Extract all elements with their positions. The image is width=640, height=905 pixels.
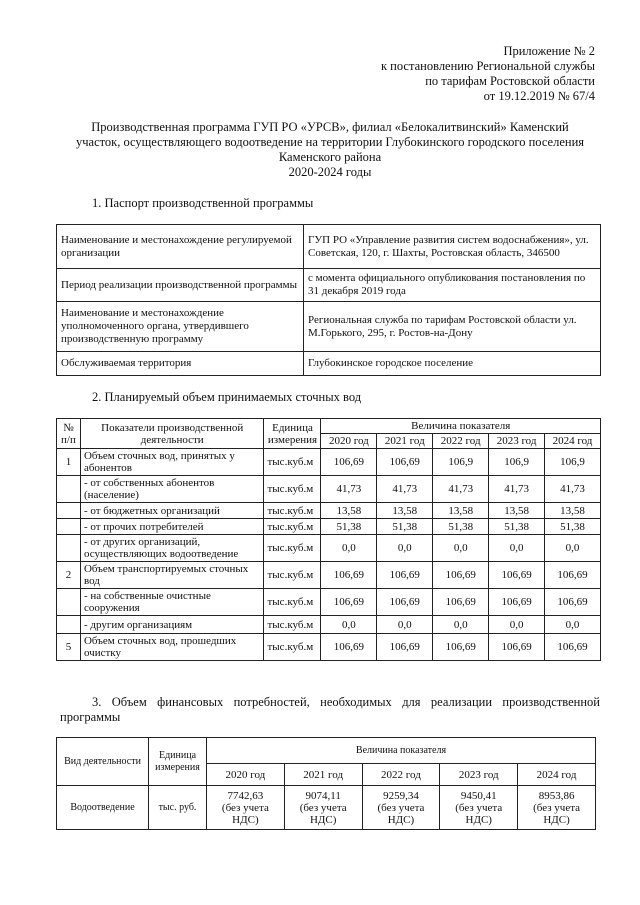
table-row — [57, 562, 601, 589]
value-cell: 51,38 — [545, 519, 601, 535]
unit-cell: тыс.куб.м — [264, 562, 321, 589]
value-cell — [207, 786, 285, 830]
value-cell: 106,69 — [377, 449, 433, 476]
value-cell: 106,69 — [321, 589, 377, 616]
table-row — [57, 535, 601, 562]
annex-header — [381, 44, 595, 104]
value-cell: 106,9 — [545, 449, 601, 476]
unit-cell: тыс.куб.м — [264, 476, 321, 503]
value-cell — [440, 786, 518, 830]
row-number — [57, 616, 81, 634]
indicator-name: - другим организациям — [80, 616, 264, 634]
unit-cell: тыс.куб.м — [264, 616, 321, 634]
vat-note: (без учета НДС) — [299, 801, 347, 826]
value-cell: 106,69 — [545, 589, 601, 616]
indicator-name: Объем сточных вод, прошедших очистку — [80, 634, 264, 661]
annex-line: по тарифам Ростовской области — [425, 74, 595, 88]
value-cell: 41,73 — [433, 476, 489, 503]
indicator-name: - от других организаций, осуществляющих водоотведение — [80, 535, 264, 562]
value-cell: 106,69 — [489, 562, 545, 589]
indicator-name: Объем транспортируемых сточных вод — [80, 562, 264, 589]
value-cell: 106,69 — [433, 589, 489, 616]
value-cell: 41,73 — [377, 476, 433, 503]
unit-cell: тыс.куб.м — [264, 634, 321, 661]
year-header: 2020 год — [321, 434, 377, 449]
value-cell: 0,0 — [489, 535, 545, 562]
value-cell: 106,69 — [377, 562, 433, 589]
indicator-name: - от прочих потребителей — [80, 519, 264, 535]
amount: 9074,11 — [305, 789, 341, 802]
table-row — [57, 449, 601, 476]
value-cell — [362, 786, 440, 830]
row-number — [57, 589, 81, 616]
vat-note: (без учета НДС) — [533, 801, 581, 826]
column-header-unit: Единица измерения — [149, 738, 207, 786]
row-number: 1 — [57, 449, 81, 476]
table-row — [57, 352, 601, 376]
wastewater-volume-table — [56, 418, 601, 661]
header-row — [57, 738, 596, 764]
table-row — [57, 476, 601, 503]
activity-cell: Водоотведение — [57, 786, 149, 830]
value-cell: 106,69 — [545, 562, 601, 589]
indicator-name: Объем сточных вод, принятых у абонентов — [80, 449, 264, 476]
value-cell: 106,69 — [321, 449, 377, 476]
value-cell: 106,9 — [433, 449, 489, 476]
unit-cell: тыс.куб.м — [264, 503, 321, 519]
value-cell: 0,0 — [489, 616, 545, 634]
passport-value: с момента официального опубликования постановления по 31 декабря 2019 года — [304, 269, 601, 302]
value-cell: 0,0 — [433, 616, 489, 634]
column-header-activity: Вид деятельности — [57, 738, 149, 786]
row-number — [57, 476, 81, 503]
year-header: 2021 год — [284, 764, 362, 786]
value-cell: 0,0 — [377, 535, 433, 562]
passport-label: Наименование и местонахождение уполномоченного органа, утвердившего производственную программу — [57, 302, 304, 352]
title-line: 2020-2024 годы — [288, 165, 372, 179]
table-row — [57, 503, 601, 519]
document-title — [60, 120, 600, 180]
value-cell: 106,69 — [489, 589, 545, 616]
year-header: 2023 год — [440, 764, 518, 786]
value-cell: 13,58 — [489, 503, 545, 519]
amount: 8953,86 — [538, 789, 575, 802]
year-header: 2020 год — [207, 764, 285, 786]
indicator-name: - от бюджетных организаций — [80, 503, 264, 519]
table-row — [57, 269, 601, 302]
table-row — [57, 634, 601, 661]
annex-line: к постановлению Региональной службы — [380, 59, 595, 73]
year-header: 2024 год — [545, 434, 601, 449]
value-cell: 51,38 — [433, 519, 489, 535]
value-cell: 41,73 — [489, 476, 545, 503]
value-cell — [518, 786, 596, 830]
section1-heading: 1. Паспорт производственной программы — [92, 196, 314, 210]
vat-note: (без учета НДС) — [455, 801, 503, 826]
row-number: 2 — [57, 562, 81, 589]
row-number — [57, 503, 81, 519]
value-cell: 51,38 — [489, 519, 545, 535]
value-cell: 13,58 — [321, 503, 377, 519]
vat-note: (без учета НДС) — [377, 801, 425, 826]
table-row — [57, 589, 601, 616]
unit-cell: тыс.куб.м — [264, 519, 321, 535]
amount: 7742,63 — [227, 789, 264, 802]
value-cell: 51,38 — [321, 519, 377, 535]
passport-value: ГУП РО «Управление развития систем водоснабжения», ул. Советская, 120, г. Шахты, Ростовская область, 346500 — [304, 225, 601, 269]
passport-label: Обслуживаемая территория — [57, 352, 304, 376]
value-cell: 106,69 — [489, 634, 545, 661]
indicator-name: - от собственных абонентов (население) — [80, 476, 264, 503]
table-row — [57, 519, 601, 535]
annex-line: Приложение № 2 — [503, 44, 595, 58]
value-cell: 0,0 — [377, 616, 433, 634]
column-header-unit: Единица измерения — [264, 419, 321, 449]
passport-value: Региональная служба по тарифам Ростовской области ул. М.Горького, 295, г. Ростов-на-Дону — [304, 302, 601, 352]
passport-label: Наименование и местонахождение регулируемой организации — [57, 225, 304, 269]
year-header: 2021 год — [377, 434, 433, 449]
table-row — [57, 302, 601, 352]
row-number — [57, 535, 81, 562]
indicator-name: - на собственные очистные сооружения — [80, 589, 264, 616]
table-row — [57, 616, 601, 634]
unit-cell: тыс.куб.м — [264, 589, 321, 616]
passport-table — [56, 224, 601, 376]
title-line: Производственная программа ГУП РО «УРСВ», филиал «Белокалитвинский» Каменский — [91, 120, 569, 134]
value-cell: 13,58 — [433, 503, 489, 519]
value-cell: 51,38 — [377, 519, 433, 535]
table-row — [57, 786, 596, 830]
year-header: 2022 год — [433, 434, 489, 449]
value-cell: 106,9 — [489, 449, 545, 476]
title-line: Каменского района — [278, 150, 382, 164]
value-cell: 106,69 — [545, 634, 601, 661]
header-row — [57, 419, 601, 434]
passport-value: Глубокинское городское поселение — [304, 352, 601, 376]
vat-note: (без учета НДС) — [221, 801, 269, 826]
value-cell: 0,0 — [321, 616, 377, 634]
value-cell: 106,69 — [433, 562, 489, 589]
section3-heading: 3. Объем финансовых потребностей, необходимых для реализации производственной программы — [60, 695, 600, 724]
value-cell: 41,73 — [321, 476, 377, 503]
row-number — [57, 519, 81, 535]
column-group-header: Величина показателя — [321, 419, 601, 434]
passport-label: Период реализации производственной программы — [57, 269, 304, 302]
value-cell: 13,58 — [377, 503, 433, 519]
column-header-indicator: Показатели производственной деятельности — [80, 419, 264, 449]
amount: 9259,34 — [383, 789, 419, 802]
annex-line: от 19.12.2019 № 67/4 — [483, 89, 595, 103]
value-cell: 0,0 — [545, 616, 601, 634]
value-cell: 106,69 — [433, 634, 489, 661]
year-header: 2024 год — [518, 764, 596, 786]
unit-cell: тыс. руб. — [149, 786, 207, 830]
title-line: участок, осуществляющего водоотведение на территории Глубокинского городского поселения — [75, 135, 585, 149]
value-cell: 106,69 — [377, 634, 433, 661]
value-cell: 106,69 — [321, 562, 377, 589]
value-cell — [284, 786, 362, 830]
unit-cell: тыс.куб.м — [264, 535, 321, 562]
value-cell: 106,69 — [377, 589, 433, 616]
value-cell: 0,0 — [433, 535, 489, 562]
value-cell: 106,69 — [321, 634, 377, 661]
column-group-header: Величина показателя — [207, 738, 596, 764]
unit-cell: тыс.куб.м — [264, 449, 321, 476]
year-header: 2023 год — [489, 434, 545, 449]
table-row — [57, 225, 601, 269]
section2-heading: 2. Планируемый объем принимаемых сточных вод — [92, 390, 362, 404]
column-header-num: № п/п — [57, 419, 81, 449]
year-header: 2022 год — [362, 764, 440, 786]
value-cell: 0,0 — [545, 535, 601, 562]
value-cell: 41,73 — [545, 476, 601, 503]
row-number: 5 — [57, 634, 81, 661]
value-cell: 13,58 — [545, 503, 601, 519]
financial-table — [56, 737, 596, 830]
value-cell: 0,0 — [321, 535, 377, 562]
amount: 9450,41 — [460, 789, 497, 802]
